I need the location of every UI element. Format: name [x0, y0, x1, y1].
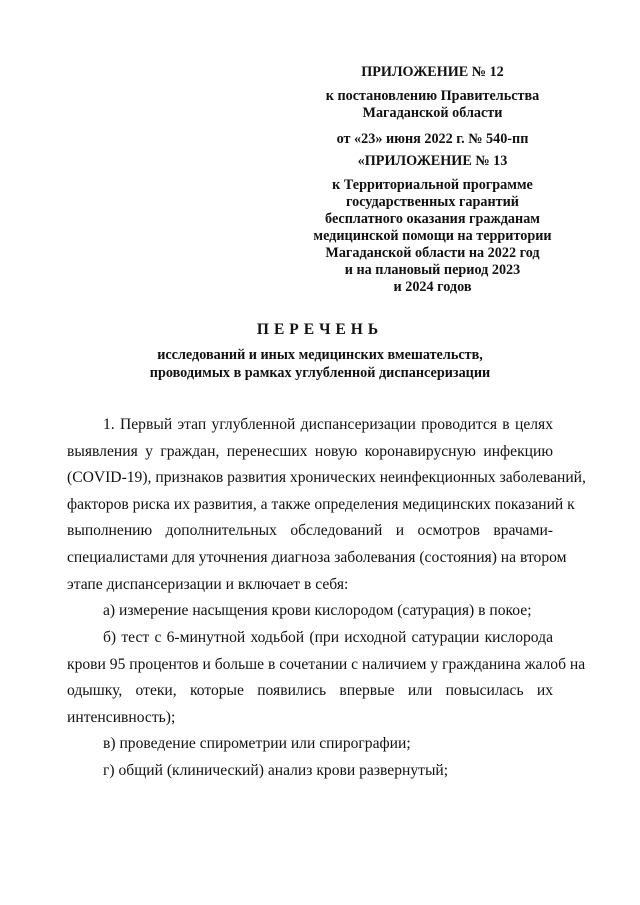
paragraph-line: одышку, отеки, которые появились впервые или повысилась их: [67, 682, 553, 700]
annex-line: Магаданской области: [362, 105, 503, 121]
list-item-text: в) проведение спирометрии или спирографии;: [103, 735, 411, 752]
list-item-g: [67, 758, 553, 785]
paragraph-line: интенсивность);: [67, 708, 176, 726]
document-title: ПЕРЕЧЕНЬ: [256, 321, 384, 338]
annex-line: и 2024 годов: [393, 279, 472, 295]
annex-line: государственных гарантий: [346, 194, 519, 210]
list-item-v: [67, 731, 553, 758]
annex-line: бесплатного оказания гражданам: [325, 211, 540, 227]
list-item-a: [67, 598, 553, 625]
annex-title: ПРИЛОЖЕНИЕ № 12: [361, 64, 504, 80]
paragraph-line: выявления у граждан, перенесших новую коронавирусную инфекцию: [67, 442, 553, 460]
annex-date-line: от «23» июня 2022 г. № 540-пп: [336, 131, 529, 147]
subtitle-line: исследований и иных медицинских вмешательств,: [157, 347, 483, 363]
paragraph-line: (COVID-19), признаков развития хронических неинфекционных заболеваний,: [67, 469, 586, 487]
annex-header-current: [300, 64, 565, 148]
list-item-text: г) общий (клинический) анализ крови развернутый;: [103, 762, 449, 779]
annex-line: Магаданской области на 2022 год: [325, 245, 540, 261]
paragraph-line: б) тест с 6-минутной ходьбой (при исходной сатурации кислорода: [103, 629, 553, 646]
document-subtitle: [0, 347, 640, 382]
list-item-text: а) измерение насыщения крови кислородом (сатурация) в покое;: [103, 602, 532, 619]
subtitle-line: проводимых в рамках углубленной диспансеризации: [149, 364, 491, 381]
paragraph-line: крови 95 процентов и больше в сочетании с наличием у гражданина жалоб на: [67, 655, 586, 673]
paragraph-line: выполнению дополнительных обследований и осмотров врачами-: [67, 522, 553, 540]
list-item-b: [67, 625, 586, 731]
annex-header-original: [300, 153, 565, 296]
paragraph-line: специалистами для уточнения диагноза заболевания (состояния) на втором: [67, 548, 567, 566]
annex-line: к постановлению Правительства: [325, 88, 540, 104]
paragraph-1: [67, 412, 586, 598]
paragraph-line: факторов риска их развития, а также определения медицинских показаний к: [67, 495, 575, 513]
paragraph-line: 1. Первый этап углубленной диспансеризации проводится в целях: [103, 416, 553, 433]
annex-title: «ПРИЛОЖЕНИЕ № 13: [357, 153, 508, 169]
annex-line: и на плановый период 2023: [344, 262, 521, 278]
paragraph-line: этапе диспансеризации и включает в себя:: [67, 575, 349, 593]
annex-line: к Территориальной программе: [332, 177, 533, 193]
annex-line: медицинской помощи на территории: [313, 228, 552, 244]
